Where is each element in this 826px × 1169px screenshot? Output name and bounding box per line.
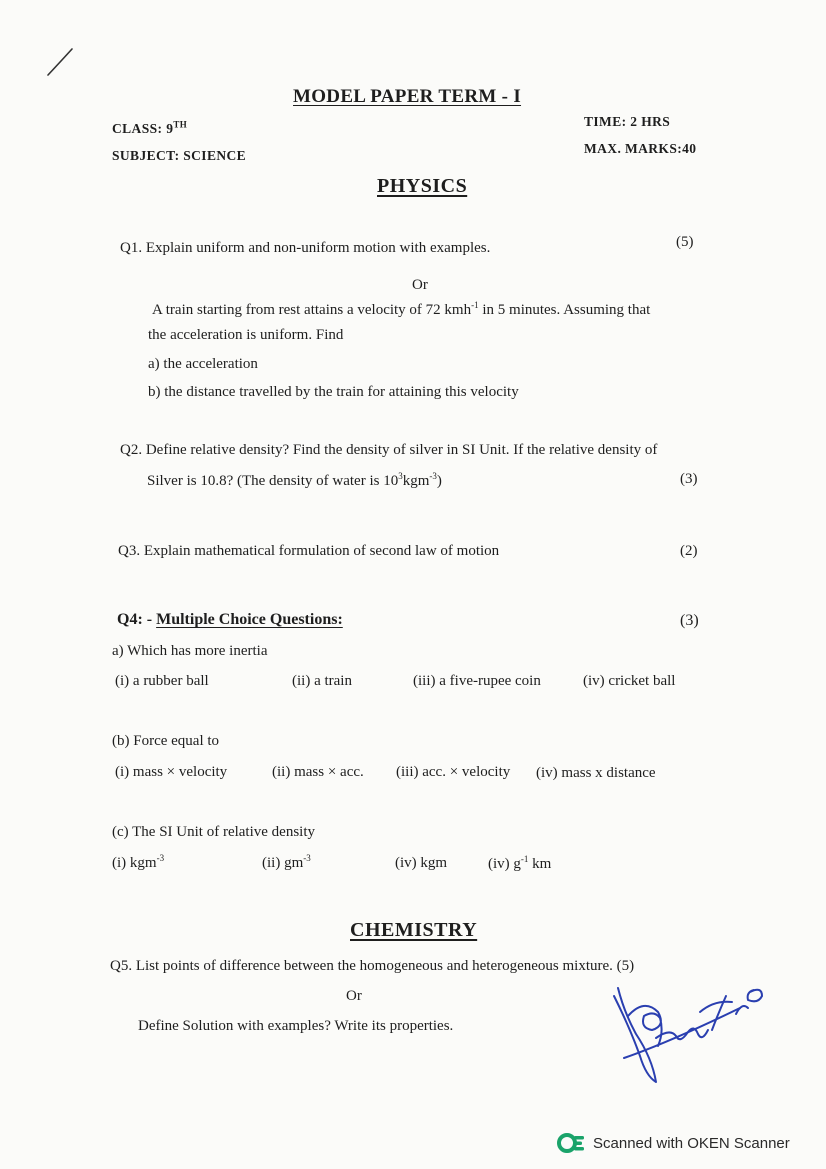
q5-text: Q5. List points of difference between the homogeneous and heterogeneous mixture. (5) <box>110 958 635 974</box>
q4b-option-2: (ii) mass × acc. <box>272 764 364 780</box>
q1-alt-line2: the acceleration is uniform. Find <box>148 327 344 343</box>
subject-label: SUBJECT: SCIENCE <box>112 148 247 163</box>
q5-or: Or <box>346 988 362 1004</box>
q4-heading: Q4: - Multiple Choice Questions: <box>117 611 343 628</box>
scanner-text: Scanned with OKEN Scanner <box>593 1134 790 1152</box>
q4a-option-3: (iii) a five-rupee coin <box>413 673 541 689</box>
q4c-option-4: (iv) $g^{-1}$ km <box>488 854 552 872</box>
q1-alt-line1: A train starting from rest attains a velocity of 72 kmh$^{-1}$ in 5 minutes. Assuming that <box>152 300 651 318</box>
q2-marks: (3) <box>680 471 698 487</box>
q1-or: Or <box>412 277 428 293</box>
q4c-option-3: (iv) kgm <box>395 855 448 871</box>
q4b-option-3: (iii) acc. × velocity <box>396 764 511 780</box>
q4b-question: (b) Force equal to <box>112 733 220 749</box>
q4c-option-1: (i) kgm$^{-3}$ <box>112 853 165 871</box>
q2-line2: Silver is 10.8? (The density of water is $10^3kgm^{-3}$) <box>147 471 442 489</box>
q4a-option-4: (iv) cricket ball <box>583 673 676 689</box>
q3-marks: (2) <box>680 543 698 559</box>
q4a-question: a) Which has more inertia <box>112 643 268 659</box>
physics-heading: PHYSICS <box>377 175 468 197</box>
time-label: TIME: 2 HRS <box>584 114 671 129</box>
q1-marks: (5) <box>676 234 694 250</box>
q4a-option-2: (ii) a train <box>292 673 352 689</box>
chemistry-heading: CHEMISTRY <box>350 919 478 941</box>
q1-part-b: b) the distance travelled by the train for attaining this velocity <box>148 384 519 400</box>
q3-text: Q3. Explain mathematical formulation of second law of motion <box>118 543 500 559</box>
scanner-logo-icon <box>557 1132 585 1154</box>
signature <box>600 972 770 1087</box>
q4c-option-2: (ii) $gm^{-3}$ <box>262 853 311 871</box>
q1-part-a: a) the acceleration <box>148 356 258 372</box>
q5-alt: Define Solution with examples? Write its properties. <box>138 1018 454 1034</box>
paper-title: MODEL PAPER TERM - I <box>293 86 522 107</box>
class-label: CLASS: 9TH <box>112 119 188 136</box>
q2-line1: Q2. Define relative density? Find the density of silver in SI Unit. If the relative density of <box>120 442 658 458</box>
q4-marks: (3) <box>680 612 699 629</box>
q4a-option-1: (i) a rubber ball <box>115 673 209 689</box>
q4c-question: (c) The SI Unit of relative density <box>112 824 315 840</box>
q1-text: Q1. Explain uniform and non-uniform motion with examples. <box>120 240 491 256</box>
max-marks-label: MAX. MARKS:40 <box>584 141 697 156</box>
q4b-option-4: (iv) mass x distance <box>536 765 656 781</box>
q4b-option-1: (i) mass × velocity <box>115 764 228 780</box>
scanner-footer <box>557 1132 790 1154</box>
pen-mark <box>44 46 76 78</box>
